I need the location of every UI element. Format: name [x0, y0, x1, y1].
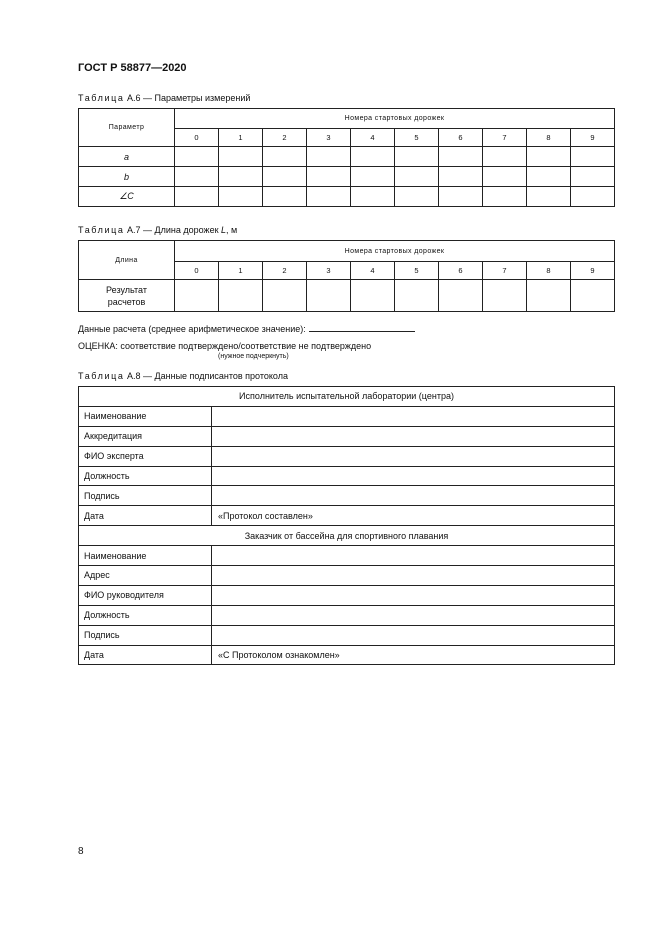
calc-data-underline [309, 322, 415, 332]
value-cell [263, 280, 307, 312]
value-cell [351, 167, 395, 187]
lane-number: 8 [527, 262, 571, 280]
table8-title: А.8 — Данные подписантов протокола [127, 371, 288, 381]
value-cell [212, 546, 615, 566]
table8-label: Таблица [78, 371, 125, 381]
lane-number: 3 [307, 262, 351, 280]
value-cell [351, 280, 395, 312]
row-label: Должность [79, 605, 212, 625]
table7-unit: , м [226, 225, 238, 235]
value-cell [307, 167, 351, 187]
table-row [79, 446, 615, 466]
assessment-text: ОЦЕНКА: соответствие подтверждено/соответствие не подтверждено [78, 341, 372, 351]
value-cell [175, 187, 219, 207]
value-cell [307, 187, 351, 207]
table-row [79, 466, 615, 486]
value-cell [219, 147, 263, 167]
table-row [79, 486, 615, 506]
table-row [79, 585, 615, 605]
section-customer-header: Заказчик от бассейна для спортивного плавания [79, 526, 615, 546]
row-label: ФИО эксперта [79, 446, 212, 466]
date-value-customer: «С Протоколом ознакомлен» [212, 645, 615, 665]
lane-number: 5 [395, 262, 439, 280]
table6-title: А.6 — Параметры измерений [127, 93, 251, 103]
value-cell [439, 167, 483, 187]
row-label: Адрес [79, 566, 212, 586]
value-cell [175, 167, 219, 187]
lane-number: 5 [395, 129, 439, 147]
calc-data-label: Данные расчета (среднее арифметическое значение): [78, 324, 306, 334]
table-row [79, 280, 615, 312]
value-cell [527, 167, 571, 187]
value-cell [571, 147, 615, 167]
table8-caption [78, 371, 288, 381]
value-cell [395, 167, 439, 187]
lane-number: 6 [439, 129, 483, 147]
table-row [79, 187, 615, 207]
row-label: ФИО руководителя [79, 585, 212, 605]
table8 [78, 386, 615, 665]
value-cell [571, 167, 615, 187]
value-cell [439, 280, 483, 312]
assessment-hint: (нужное подчеркнуть) [218, 353, 289, 360]
table7-label: Таблица [78, 225, 125, 235]
calc-data-line [78, 322, 415, 334]
lane-number: 9 [571, 129, 615, 147]
param-a-label: a [79, 147, 175, 167]
lane-number: 0 [175, 262, 219, 280]
lane-number: 0 [175, 129, 219, 147]
table6-group-header: Номера стартовых дорожек [175, 109, 615, 129]
value-cell [395, 280, 439, 312]
row-label: Аккредитация [79, 426, 212, 446]
table7-title: А.7 — Длина дорожек [127, 225, 222, 235]
lane-number: 4 [351, 129, 395, 147]
value-cell [212, 426, 615, 446]
value-cell [527, 280, 571, 312]
table6-caption [78, 93, 250, 103]
lane-number: 1 [219, 262, 263, 280]
lane-number: 2 [263, 129, 307, 147]
value-cell [571, 280, 615, 312]
table-row [79, 426, 615, 446]
table-row [79, 406, 615, 426]
table6 [78, 108, 615, 207]
document-code: ГОСТ Р 58877—2020 [78, 62, 187, 74]
table7 [78, 240, 615, 312]
lane-number: 7 [483, 129, 527, 147]
param-angle-label: ∠C [79, 187, 175, 207]
row-label: Дата [79, 645, 212, 665]
lane-number: 8 [527, 129, 571, 147]
value-cell [571, 187, 615, 207]
value-cell [219, 167, 263, 187]
value-cell [395, 147, 439, 167]
table7-group-header: Номера стартовых дорожек [175, 241, 615, 262]
value-cell [212, 486, 615, 506]
lane-number: 6 [439, 262, 483, 280]
table7-caption [78, 225, 237, 235]
value-cell [483, 187, 527, 207]
value-cell [212, 585, 615, 605]
row-label: Наименование [79, 406, 212, 426]
value-cell [212, 566, 615, 586]
value-cell [439, 147, 483, 167]
result-label-line2: расчетов [107, 296, 146, 307]
table-row [79, 625, 615, 645]
lane-number: 3 [307, 129, 351, 147]
lane-number: 4 [351, 262, 395, 280]
value-cell [263, 167, 307, 187]
table-row [79, 506, 615, 526]
table6-label: Таблица [78, 93, 125, 103]
value-cell [175, 147, 219, 167]
table-row [79, 167, 615, 187]
value-cell [527, 147, 571, 167]
lane-number: 2 [263, 262, 307, 280]
value-cell [483, 167, 527, 187]
row-label: Должность [79, 466, 212, 486]
value-cell [212, 406, 615, 426]
table-row [79, 566, 615, 586]
value-cell [351, 147, 395, 167]
value-cell [439, 187, 483, 207]
value-cell [212, 466, 615, 486]
value-cell [483, 280, 527, 312]
date-value-executor: «Протокол составлен» [212, 506, 615, 526]
value-cell [212, 446, 615, 466]
table-row [79, 605, 615, 625]
value-cell [263, 187, 307, 207]
value-cell [175, 280, 219, 312]
value-cell [219, 187, 263, 207]
value-cell [219, 280, 263, 312]
param-b-label: b [79, 167, 175, 187]
row-label: Дата [79, 506, 212, 526]
value-cell [307, 280, 351, 312]
lane-number: 1 [219, 129, 263, 147]
row-label: Подпись [79, 625, 212, 645]
value-cell [395, 187, 439, 207]
value-cell [212, 605, 615, 625]
value-cell [307, 147, 351, 167]
value-cell [483, 147, 527, 167]
lane-number: 9 [571, 262, 615, 280]
table6-param-header: Параметр [79, 109, 175, 147]
result-label [79, 280, 175, 312]
value-cell [263, 147, 307, 167]
table7-symbol: L [221, 225, 227, 235]
table-row [79, 645, 615, 665]
page-number: 8 [78, 846, 84, 857]
value-cell [351, 187, 395, 207]
section-executor-header: Исполнитель испытательной лаборатории (центра) [79, 387, 615, 407]
row-label: Подпись [79, 486, 212, 506]
row-label: Наименование [79, 546, 212, 566]
table7-len-header: Длина [79, 241, 175, 280]
lane-number: 7 [483, 262, 527, 280]
table-row [79, 147, 615, 167]
table-row [79, 546, 615, 566]
result-label-line1: Результат [106, 284, 147, 295]
value-cell [527, 187, 571, 207]
value-cell [212, 625, 615, 645]
